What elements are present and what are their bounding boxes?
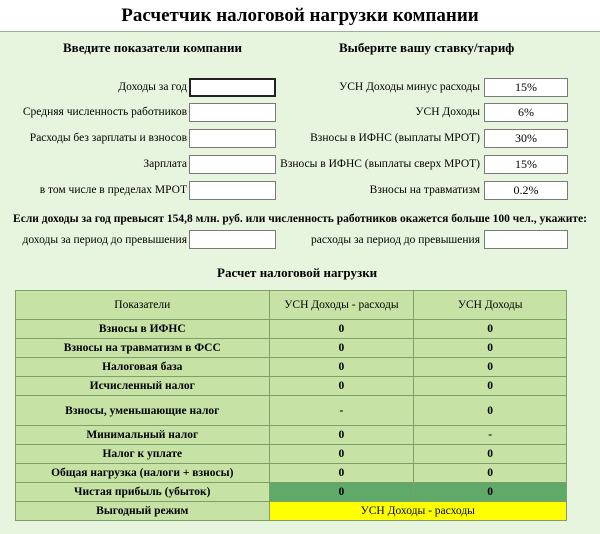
- mrot-salary-input[interactable]: [189, 181, 276, 200]
- cell-value: 0: [269, 426, 414, 445]
- cell-value: 0: [414, 339, 567, 358]
- avg-employees-label: Средняя численность работников: [22, 106, 187, 118]
- avg-employees-input[interactable]: [189, 103, 276, 122]
- ifns-over-mrot-label: Взносы в ИФНС (выплаты сверх МРОТ): [280, 158, 480, 170]
- cell-value: 0: [414, 396, 567, 426]
- usn-income-label: УСН Доходы: [415, 106, 480, 118]
- page-title: Расчетчик налоговой нагрузки компании: [0, 0, 600, 32]
- ifns-mrot-label: Взносы в ИФНС (выплаты МРОТ): [310, 132, 480, 144]
- best-regime-value: УСН Доходы - расходы: [269, 502, 566, 521]
- usn-income-rate[interactable]: 6%: [484, 103, 568, 122]
- cell-value: 0: [414, 464, 567, 483]
- row-label: Налоговая база: [16, 358, 270, 377]
- column-header: УСН Доходы: [414, 291, 567, 320]
- cell-value: 0: [269, 464, 414, 483]
- injury-contrib-label: Взносы на травматизм: [369, 184, 480, 196]
- cell-value: 0: [269, 377, 414, 396]
- row-label: Чистая прибыль (убыток): [16, 483, 270, 502]
- annual-income-label: Доходы за год: [118, 81, 187, 93]
- injury-contrib-rate[interactable]: 0.2%: [484, 181, 568, 200]
- best-regime-row: [16, 502, 567, 521]
- row-label: Исчисленный налог: [16, 377, 270, 396]
- table-row: [16, 426, 567, 445]
- income-before-excess-input[interactable]: [189, 230, 276, 249]
- ifns-mrot-rate[interactable]: 30%: [484, 129, 568, 148]
- cell-value: 0: [414, 445, 567, 464]
- cell-value: 0: [269, 339, 414, 358]
- cell-value: 0: [269, 358, 414, 377]
- best-regime-label: Выгодный режим: [16, 502, 270, 521]
- cell-value: -: [414, 426, 567, 445]
- threshold-note: Если доходы за год превысят 154,8 млн. руб. или численность работников окажется больше 100 чел., укажите:: [13, 213, 587, 225]
- table-header-row: [16, 291, 567, 320]
- ifns-over-mrot-rate[interactable]: 15%: [484, 155, 568, 174]
- row-label: Минимальный налог: [16, 426, 270, 445]
- cell-value: 0: [414, 483, 567, 502]
- column-header: УСН Доходы - расходы: [269, 291, 414, 320]
- cell-value: 0: [269, 483, 414, 502]
- salary-input[interactable]: [189, 155, 276, 174]
- usn-income-minus-expenses-rate[interactable]: 15%: [484, 78, 568, 97]
- expenses-label: Расходы без зарплаты и взносов: [29, 132, 187, 144]
- table-row: [16, 396, 567, 426]
- table-row: [16, 358, 567, 377]
- expenses-before-excess-label: расходы за период до превышения: [310, 234, 480, 246]
- income-before-excess-label: доходы за период до превышения: [22, 234, 187, 246]
- cell-value: 0: [414, 358, 567, 377]
- expenses-before-excess-input[interactable]: [484, 230, 568, 249]
- mrot-salary-label: в том числе в пределах МРОТ: [39, 184, 187, 196]
- row-label: Налог к уплате: [16, 445, 270, 464]
- row-label: Взносы на травматизм в ФСС: [16, 339, 270, 358]
- results-table: [15, 290, 567, 521]
- table-row: [16, 445, 567, 464]
- expenses-input[interactable]: [189, 129, 276, 148]
- usn-income-minus-expenses-label: УСН Доходы минус расходы: [339, 81, 480, 93]
- rates-heading: Выберите вашу ставку/тариф: [339, 40, 515, 55]
- column-header: Показатели: [16, 291, 270, 320]
- cell-value: 0: [269, 445, 414, 464]
- table-row: [16, 339, 567, 358]
- cell-value: -: [269, 396, 414, 426]
- table-row: [16, 483, 567, 502]
- table-row: [16, 464, 567, 483]
- cell-value: 0: [414, 320, 567, 339]
- annual-income-input[interactable]: [189, 78, 276, 97]
- row-label: Взносы, уменьшающие налог: [16, 396, 270, 426]
- table-row: [16, 320, 567, 339]
- salary-label: Зарплата: [143, 158, 187, 170]
- row-label: Общая нагрузка (налоги + взносы): [16, 464, 270, 483]
- cell-value: 0: [414, 377, 567, 396]
- table-row: [16, 377, 567, 396]
- results-heading: Расчет налоговой нагрузки: [217, 265, 378, 280]
- cell-value: 0: [269, 320, 414, 339]
- company-indicators-heading: Введите показатели компании: [63, 40, 243, 55]
- row-label: Взносы в ИФНС: [16, 320, 270, 339]
